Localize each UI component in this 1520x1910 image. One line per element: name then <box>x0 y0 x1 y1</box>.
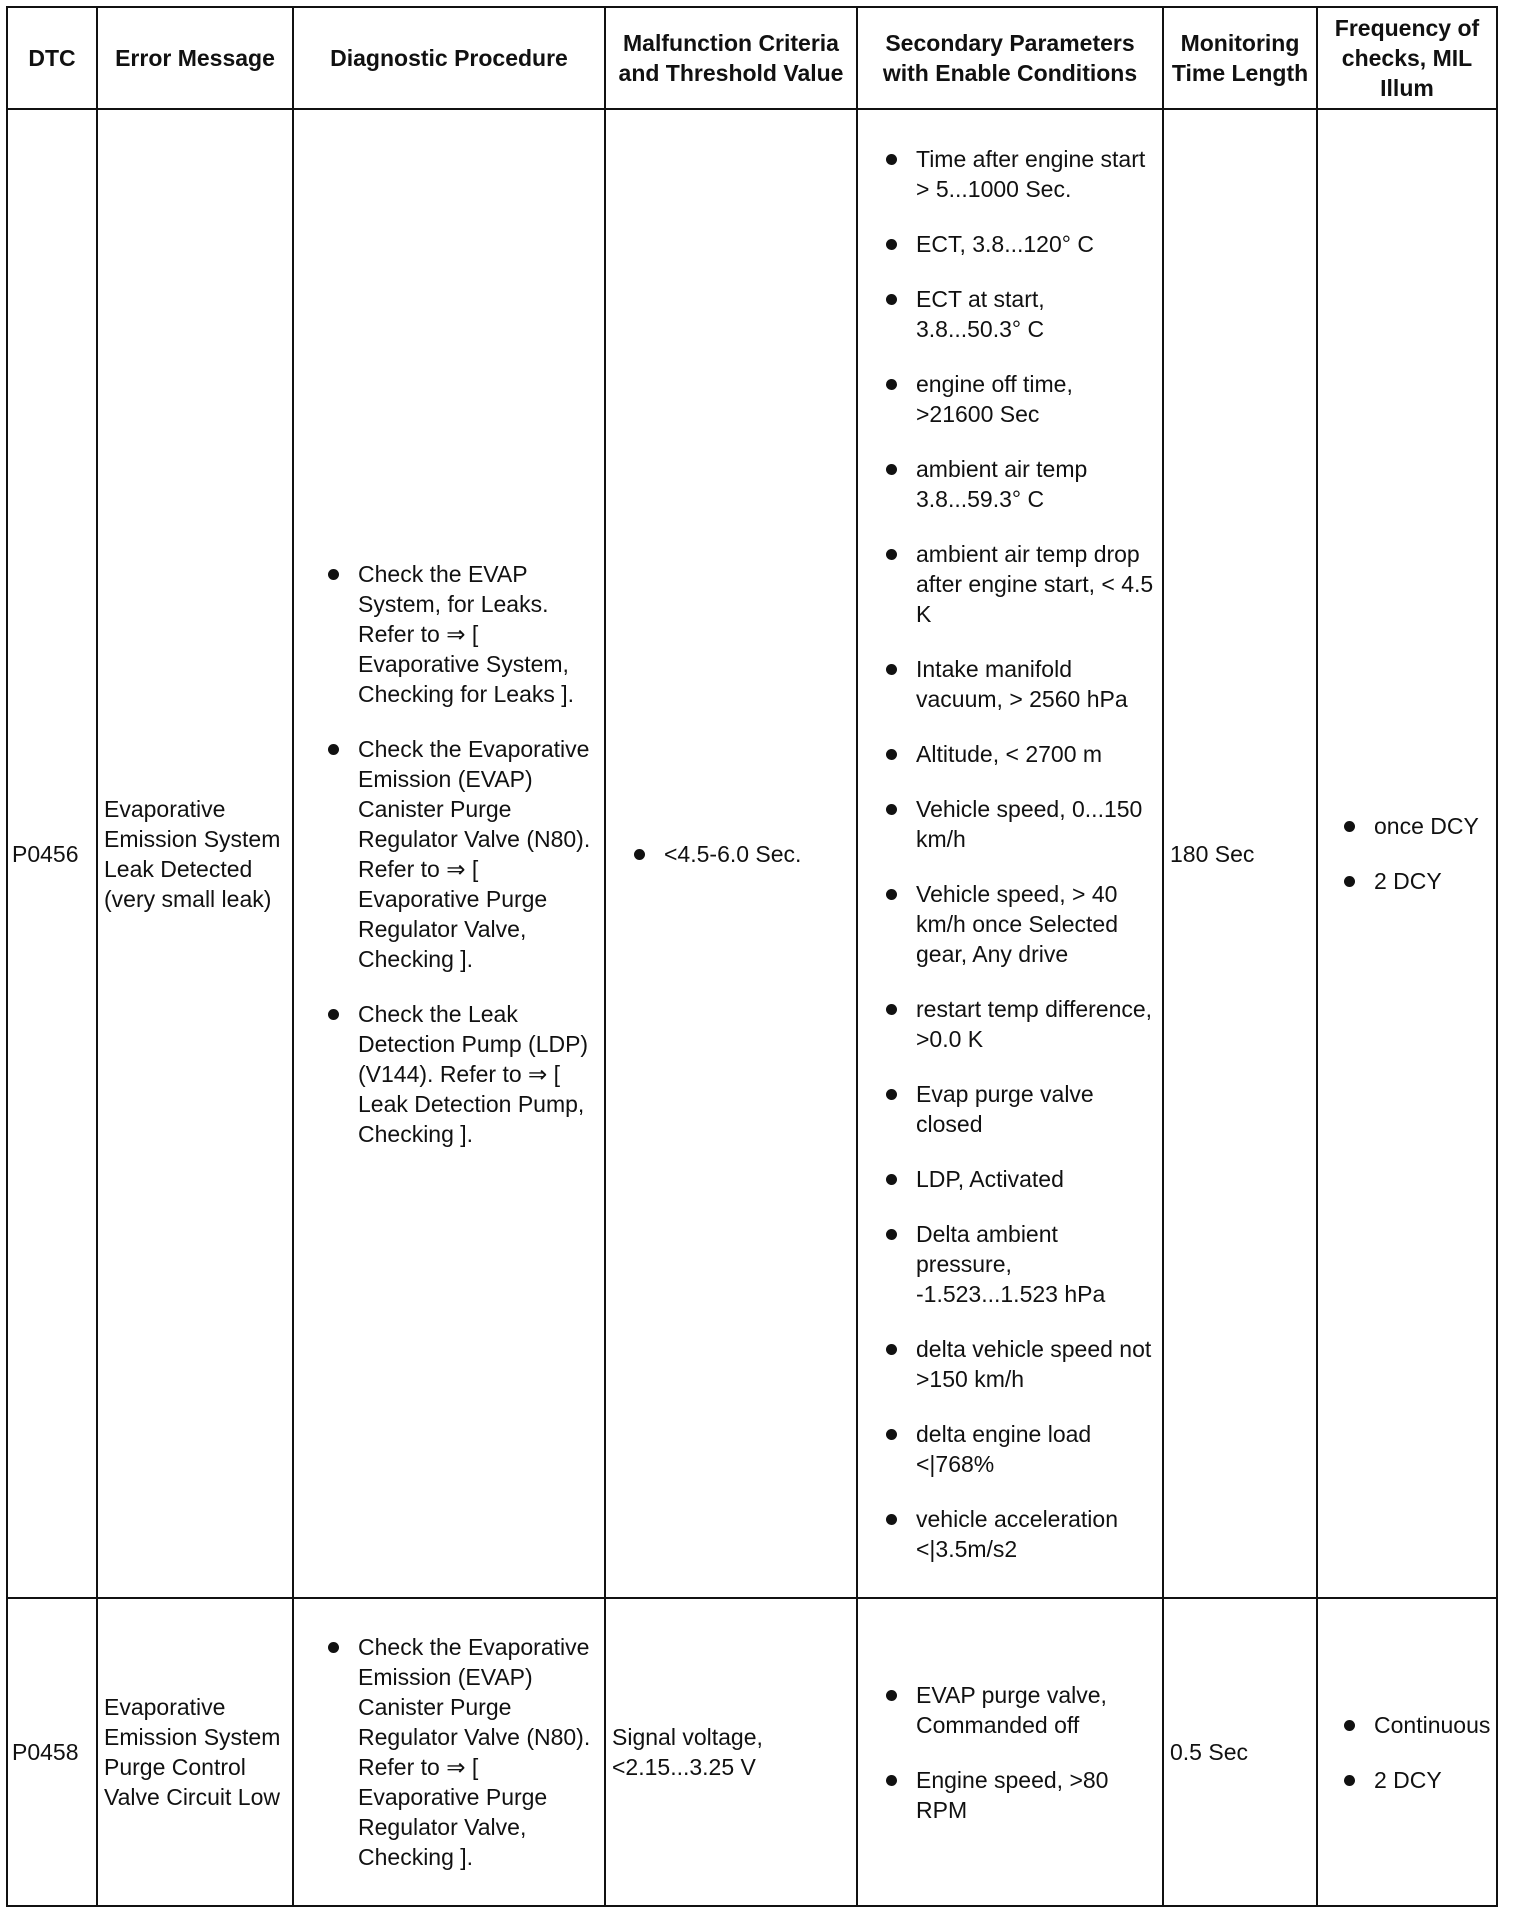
header-dtc: DTC <box>7 7 97 109</box>
secondary-item: LDP, Activated <box>876 1164 1156 1194</box>
diagnostic-procedure <box>293 109 605 1598</box>
frequency-item: Continuous <box>1334 1710 1490 1740</box>
secondary-item: restart temp difference, >0.0 K <box>876 994 1156 1054</box>
frequency-checks <box>1317 109 1497 1598</box>
dtc-code: P0458 <box>7 1598 97 1906</box>
secondary-item: Engine speed, >80 RPM <box>876 1765 1156 1825</box>
header-monitoring-time: Monitoring Time Length <box>1163 7 1317 109</box>
header-error-message: Error Message <box>97 7 293 109</box>
error-message: Evaporative Emission System Leak Detected (very small leak) <box>97 109 293 1598</box>
secondary-item: Intake manifold vacuum, > 2560 hPa <box>876 654 1156 714</box>
secondary-item: Vehicle speed, > 40 km/h once Selected gear, Any drive <box>876 879 1156 969</box>
secondary-parameters <box>857 1598 1163 1906</box>
secondary-list <box>876 1680 1156 1825</box>
table-row <box>7 1598 1497 1906</box>
secondary-item: ambient air temp 3.8...59.3° C <box>876 454 1156 514</box>
procedure-item: Check the Leak Detection Pump (LDP) (V144). Refer to ⇒ [ Leak Detection Pump, Checking ]. <box>318 999 598 1149</box>
malfunction-criteria <box>605 109 857 1598</box>
dtc-table <box>6 6 1498 1907</box>
criteria-list <box>624 839 850 869</box>
frequency-list <box>1334 1710 1490 1795</box>
header-malfunction-criteria: Malfunction Criteria and Threshold Value <box>605 7 857 109</box>
secondary-item: Evap purge valve closed <box>876 1079 1156 1139</box>
secondary-item: Altitude, < 2700 m <box>876 739 1156 769</box>
error-message: Evaporative Emission System Purge Control Valve Circuit Low <box>97 1598 293 1906</box>
header-row <box>7 7 1497 109</box>
diagnostic-procedure <box>293 1598 605 1906</box>
secondary-list <box>876 144 1156 1564</box>
secondary-item: ambient air temp drop after engine start, < 4.5 K <box>876 539 1156 629</box>
procedure-item: Check the Evaporative Emission (EVAP) Canister Purge Regulator Valve (N80). Refer to ⇒ [ Evaporative Purge Regulator Valve, Checking ]. <box>318 734 598 974</box>
secondary-item: ECT at start, 3.8...50.3° C <box>876 284 1156 344</box>
frequency-checks <box>1317 1598 1497 1906</box>
monitoring-time: 180 Sec <box>1163 109 1317 1598</box>
secondary-item: Time after engine start > 5...1000 Sec. <box>876 144 1156 204</box>
secondary-item: EVAP purge valve, Commanded off <box>876 1680 1156 1740</box>
criteria-item: <4.5-6.0 Sec. <box>624 839 850 869</box>
secondary-item: Delta ambient pressure, -1.523...1.523 hPa <box>876 1219 1156 1309</box>
secondary-item: vehicle acceleration <|3.5m/s2 <box>876 1504 1156 1564</box>
dtc-code: P0456 <box>7 109 97 1598</box>
secondary-item: Vehicle speed, 0...150 km/h <box>876 794 1156 854</box>
secondary-item: engine off time, >21600 Sec <box>876 369 1156 429</box>
malfunction-criteria: Signal voltage, <2.15...3.25 V <box>605 1598 857 1906</box>
secondary-parameters <box>857 109 1163 1598</box>
frequency-item: 2 DCY <box>1334 1765 1490 1795</box>
header-diagnostic-procedure: Diagnostic Procedure <box>293 7 605 109</box>
secondary-item: delta engine load <|768% <box>876 1419 1156 1479</box>
header-secondary-parameters: Secondary Parameters with Enable Conditions <box>857 7 1163 109</box>
procedure-item: Check the Evaporative Emission (EVAP) Canister Purge Regulator Valve (N80). Refer to ⇒ [ Evaporative Purge Regulator Valve, Checking ]. <box>318 1632 598 1872</box>
procedure-item: Check the EVAP System, for Leaks. Refer to ⇒ [ Evaporative System, Checking for Leaks ]. <box>318 559 598 709</box>
frequency-list <box>1334 811 1490 896</box>
procedure-list <box>318 559 598 1149</box>
frequency-item: 2 DCY <box>1334 866 1490 896</box>
secondary-item: delta vehicle speed not >150 km/h <box>876 1334 1156 1394</box>
procedure-list <box>318 1632 598 1872</box>
frequency-item: once DCY <box>1334 811 1490 841</box>
secondary-item: ECT, 3.8...120° C <box>876 229 1156 259</box>
monitoring-time: 0.5 Sec <box>1163 1598 1317 1906</box>
table-row <box>7 109 1497 1598</box>
header-frequency: Frequency of checks, MIL Illum <box>1317 7 1497 109</box>
